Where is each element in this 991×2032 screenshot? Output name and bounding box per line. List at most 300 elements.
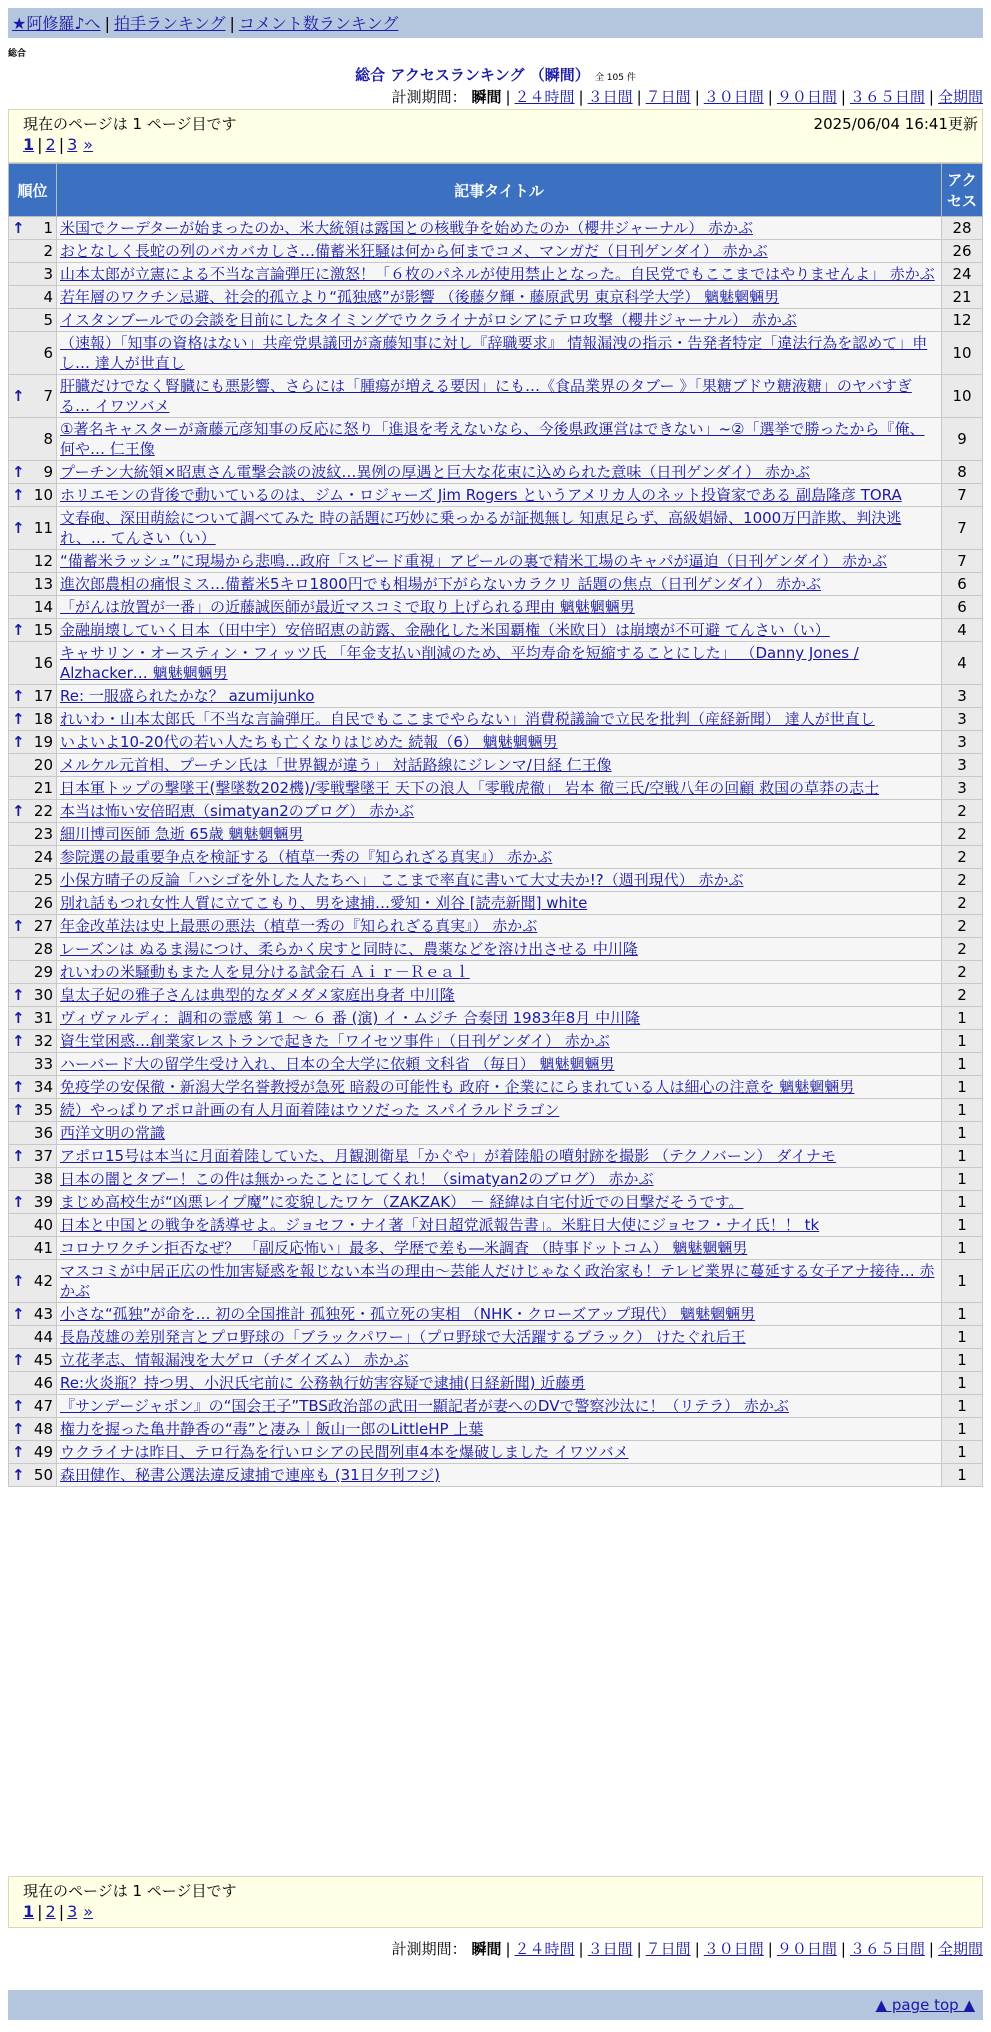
rank-cell <box>9 1076 57 1099</box>
rank-cell <box>9 619 57 642</box>
rank-cell <box>9 1145 57 1168</box>
rank-up-arrow-icon: ↑ <box>12 710 25 728</box>
table-row <box>9 484 983 507</box>
title-cell <box>57 777 942 800</box>
pagination-bottom: 1 | 2 | 3 » <box>23 1902 94 1921</box>
rank-cell <box>9 1349 57 1372</box>
rank-cell <box>9 1260 57 1303</box>
article-link[interactable]: 小保方晴子の反論「ハシゴを外した人たちへ」 ここまで率直に書いて大丈夫か!?（週刊現代） 赤かぶ <box>60 871 744 889</box>
access-count: 1 <box>942 1441 983 1464</box>
title-cell <box>57 1395 942 1418</box>
title-cell <box>57 217 942 240</box>
access-count: 1 <box>942 1372 983 1395</box>
rank-number: 8 <box>43 430 53 448</box>
article-link[interactable]: ウクライナは昨日、テロ行為を行いロシアの民間列車4本を爆破しました イワツバメ <box>60 1443 629 1461</box>
title-cell <box>57 685 942 708</box>
rank-number: 24 <box>33 848 53 866</box>
article-link[interactable]: 日本と中国との戦争を誘導せよ。ジョセフ・ナイ著「対日超党派報告書」。米駐日大使にジョセフ・ナイ氏！！ tk <box>60 1216 820 1234</box>
article-link[interactable]: 若年層のワクチン忌避、社会的孤立より“孤独感”が影響 （後藤夕輝・藤原武男 東京科学大学） 魑魅魍魎男 <box>60 288 780 306</box>
access-count: 6 <box>942 573 983 596</box>
bottom-bar <box>8 1990 983 2020</box>
access-count: 8 <box>942 461 983 484</box>
rank-up-arrow-icon: ↑ <box>12 1193 25 1211</box>
access-count: 1 <box>942 1191 983 1214</box>
rank-number: 20 <box>33 756 53 774</box>
table-row <box>9 1441 983 1464</box>
rank-cell <box>9 1030 57 1053</box>
rank-cell <box>9 309 57 332</box>
rank-cell <box>9 892 57 915</box>
access-count: 3 <box>942 777 983 800</box>
period-3d-link[interactable]: ３日間 <box>587 88 633 106</box>
table-row <box>9 777 983 800</box>
article-link[interactable]: “備蓄米ラッシュ”に現場から悲鳴…政府「スピード重視」アピールの裏で精米工場のキャパが逼迫（日刊ゲンダイ） 赤かぶ <box>60 552 888 570</box>
article-link[interactable]: イスタンブールでの会談を目前にしたタイミングでウクライナがロシアにテロ攻撃（櫻井ジャーナル） 赤かぶ <box>60 311 797 329</box>
rank-cell <box>9 777 57 800</box>
article-link[interactable]: キャサリン・オースティン・フィッツ氏 「年金支払い削減のため、平均寿命を短縮することにした」 （Danny Jones / Alzhacker… 魑魅魍魎男 <box>60 644 859 682</box>
rank-up-arrow-icon: ↑ <box>12 1009 25 1027</box>
rank-number: 37 <box>33 1147 53 1165</box>
access-count: 3 <box>942 685 983 708</box>
access-count: 12 <box>942 309 983 332</box>
period-90d-link[interactable]: ９０日間 <box>776 88 837 106</box>
title-cell <box>57 823 942 846</box>
rank-cell <box>9 1326 57 1349</box>
title-cell <box>57 1237 942 1260</box>
table-row <box>9 708 983 731</box>
article-link[interactable]: ホリエモンの背後で動いているのは、ジム・ロジャーズ Jim Rogers というアメリカ人のネット投資家である 副島隆彦 TORA <box>60 486 902 504</box>
rank-cell <box>9 1053 57 1076</box>
rank-number: 49 <box>33 1443 53 1461</box>
period-24h-link[interactable]: ２４時間 <box>514 88 575 106</box>
rank-number: 33 <box>33 1055 53 1073</box>
rank-number: 50 <box>33 1466 53 1484</box>
title-cell <box>57 1303 942 1326</box>
period-365d-link[interactable]: ３６５日間 <box>849 1940 925 1958</box>
article-link[interactable]: 肝臓だけでなく腎臓にも悪影響、さらには「腫瘍が増える要因」にも…《食品業界のタブー 》「果糖ブドウ糖液糖」のヤバすぎる… イワツバメ <box>60 377 912 415</box>
access-count: 3 <box>942 731 983 754</box>
comment-ranking-link[interactable]: コメント数ランキング <box>238 14 399 33</box>
article-link[interactable]: （速報）「知事の資格はない」共産党県議団が斎藤知事に対し『辞職要求』 情報漏洩の指示・告発者特定「違法行為を認めて」申し… 達人が世直し <box>60 334 928 372</box>
article-link[interactable]: レーズンは ぬるま湯につけ、柔らかく戻すと同時に、農薬などを溶け出させる 中川隆 <box>60 940 638 958</box>
period-7d-link[interactable]: ７日間 <box>645 88 691 106</box>
access-count: 1 <box>942 1030 983 1053</box>
rank-number: 43 <box>33 1305 53 1323</box>
title-cell <box>57 596 942 619</box>
rank-up-arrow-icon: ↑ <box>12 219 25 237</box>
period-all-link[interactable]: 全期間 <box>937 1940 983 1958</box>
access-count: 1 <box>942 1076 983 1099</box>
article-link[interactable]: 続）やっぱりアポロ計画の有人月面着陸はウソだった スパイラルドラゴン <box>60 1101 560 1119</box>
current-page-text-bottom: 現在のページは 1 ページ目です <box>23 1882 237 1900</box>
rank-up-arrow-icon: ↑ <box>12 1420 25 1438</box>
article-link[interactable]: アポロ15号は本当に月面着陸していた、月観測衛星「かぐや」が着陸船の噴射跡を撮影 （テクノバーン） ダイナモ <box>60 1147 836 1165</box>
title-cell <box>57 984 942 1007</box>
ranking-table <box>8 163 983 1487</box>
page-1-link[interactable]: 1 <box>23 135 35 154</box>
table-row <box>9 642 983 685</box>
period-label: 計測期間： <box>391 88 467 106</box>
rank-number: 39 <box>33 1193 53 1211</box>
access-count: 6 <box>942 596 983 619</box>
period-7d-link[interactable]: ７日間 <box>645 1940 691 1958</box>
article-link[interactable]: れいわ・山本太郎氏「不当な言論弾圧。自民でもここまでやらない」消費税議論で立民を批判（産経新聞） 達人が世直し <box>60 710 875 728</box>
access-count: 4 <box>942 642 983 685</box>
rank-cell <box>9 573 57 596</box>
access-count: 2 <box>942 846 983 869</box>
updated-time: 2025/06/04 16:41更新 <box>813 115 978 133</box>
table-row <box>9 915 983 938</box>
rank-cell <box>9 461 57 484</box>
table-row <box>9 846 983 869</box>
title-cell <box>57 507 942 550</box>
table-row <box>9 507 983 550</box>
title-cell <box>57 754 942 777</box>
title-cell <box>57 892 942 915</box>
access-count: 1 <box>942 1053 983 1076</box>
rank-cell <box>9 708 57 731</box>
title-cell <box>57 1076 942 1099</box>
site-home-link[interactable]: ★阿修羅♪へ <box>12 14 101 33</box>
rank-cell <box>9 915 57 938</box>
table-row <box>9 869 983 892</box>
title-cell <box>57 1372 942 1395</box>
rank-number: 48 <box>33 1420 53 1438</box>
section-label: 総合 <box>8 49 27 59</box>
col-access: アクセス <box>942 164 983 217</box>
rank-up-arrow-icon: ↑ <box>12 1466 25 1484</box>
access-count: 24 <box>942 263 983 286</box>
rank-up-arrow-icon: ↑ <box>12 1147 25 1165</box>
rank-number: 26 <box>33 894 53 912</box>
rank-number: 29 <box>33 963 53 981</box>
table-row <box>9 1122 983 1145</box>
article-link[interactable]: 山本太郎が立憲による不当な言論弾圧に激怒！「６枚のパネルが使用禁止となった。自民党でもここまではやりませんよ」 赤かぶ <box>60 265 935 283</box>
page-2-link[interactable]: 2 <box>45 1902 56 1921</box>
article-link[interactable]: 森田健作、秘書公選法違反逮捕で連座も (31日夕刊フジ) <box>60 1466 440 1484</box>
article-link[interactable]: れいわの米騒動もまた人を見分ける試金石 Ａｉｒ－Ｒｅａｌ <box>60 963 470 981</box>
rank-number: 3 <box>43 265 53 283</box>
article-link[interactable]: マスコミが中居正広の性加害疑惑を報じない本当の理由～芸能人だけじゃなく政治家も！テレビ業界に蔓延する女子アナ接待… 赤かぶ <box>60 1262 935 1300</box>
access-count: 1 <box>942 1007 983 1030</box>
table-row <box>9 240 983 263</box>
access-count: 1 <box>942 1418 983 1441</box>
access-count: 1 <box>942 1145 983 1168</box>
article-link[interactable]: 進次郎農相の痛恨ミス…備蓄米5キロ1800円でも相場が下がらないカラクリ 話題の焦点（日刊ゲンダイ） 赤かぶ <box>60 575 822 593</box>
page-3-link[interactable]: 3 <box>67 1902 78 1921</box>
table-row <box>9 1372 983 1395</box>
table-row <box>9 1030 983 1053</box>
rank-number: 30 <box>33 986 53 1004</box>
title-cell <box>57 1099 942 1122</box>
title-cell <box>57 1418 942 1441</box>
rank-cell <box>9 550 57 573</box>
access-count: 2 <box>942 869 983 892</box>
title-cell <box>57 869 942 892</box>
rank-up-arrow-icon: ↑ <box>12 1032 25 1050</box>
rank-number: 15 <box>33 621 53 639</box>
article-link[interactable]: おとなしく長蛇の列のバカバカしさ…備蓄米狂騒は何から何までコメ、マンガだ（日刊ゲンダイ） 赤かぶ <box>60 242 768 260</box>
table-row <box>9 619 983 642</box>
table-row <box>9 1214 983 1237</box>
rank-up-arrow-icon: ↑ <box>12 802 25 820</box>
table-row <box>9 800 983 823</box>
access-count: 1 <box>942 1214 983 1237</box>
rank-cell <box>9 375 57 418</box>
rank-cell <box>9 1372 57 1395</box>
table-row <box>9 731 983 754</box>
title-cell <box>57 240 942 263</box>
rank-number: 11 <box>33 519 53 537</box>
access-count: 3 <box>942 754 983 777</box>
access-count: 4 <box>942 619 983 642</box>
rank-up-arrow-icon: ↑ <box>12 1078 25 1096</box>
article-link[interactable]: 『サンデージャポン』の“国会王子”TBS政治部の武田一顯記者が妻へのDVで警察沙汰に！（リテラ） 赤かぶ <box>60 1397 789 1415</box>
article-link[interactable]: ①著名キャスターが斎藤元彦知事の反応に怒り「進退を考えないなら、今後県政運営はできない」~②「選挙で勝ったから『俺、何や… 仁王像 <box>60 420 925 458</box>
next-page-link[interactable]: » <box>83 135 94 154</box>
article-link[interactable]: 文春砲、深田萌絵について調べてみた 時の話題に巧妙に乗っかるが証拠無し 知恵足らず、高級娼婦、1000万円詐欺、判決逃れ、… てんさい（い） <box>60 509 902 547</box>
period-30d-link[interactable]: ３０日間 <box>703 88 764 106</box>
rank-number: 40 <box>33 1216 53 1234</box>
access-count: 7 <box>942 550 983 573</box>
col-rank: 順位 <box>9 164 57 217</box>
article-link[interactable]: ヴィヴァルディ：調和の霊感 第１ ～ ６ 番 (演) イ・ムジチ 合奏団 1983年8月 中川隆 <box>60 1009 641 1027</box>
title-cell <box>57 915 942 938</box>
table-row <box>9 1260 983 1303</box>
rank-up-arrow-icon: ↑ <box>12 1305 25 1323</box>
current-page-text: 現在のページは 1 ページ目です <box>23 115 237 133</box>
next-page-link[interactable]: » <box>83 1902 94 1921</box>
pagination-top: 1 | 2 | 3 » <box>23 135 94 154</box>
rank-up-arrow-icon: ↑ <box>12 1397 25 1415</box>
rank-cell <box>9 484 57 507</box>
page-3-link[interactable]: 3 <box>67 135 78 154</box>
rank-number: 2 <box>43 242 53 260</box>
period-3d-link[interactable]: ３日間 <box>587 1940 633 1958</box>
title-cell <box>57 263 942 286</box>
article-link[interactable]: 年金改革法は史上最悪の悪法（植草一秀の『知られざる真実』） 赤かぶ <box>60 917 538 935</box>
table-row <box>9 1418 983 1441</box>
title-cell <box>57 1191 942 1214</box>
access-count: 2 <box>942 892 983 915</box>
rank-cell <box>9 1418 57 1441</box>
table-row <box>9 418 983 461</box>
rank-up-arrow-icon: ↑ <box>12 1272 25 1290</box>
article-link[interactable]: まじめ高校生が“凶悪レイプ魔”に変貌したワケ（ZAKZAK） － 経緯は自宅付近での目撃だそうです。 <box>60 1193 744 1211</box>
period-current: 瞬間 <box>471 1940 502 1958</box>
table-row <box>9 823 983 846</box>
access-count: 2 <box>942 800 983 823</box>
article-link[interactable]: 西洋文明の常識 <box>60 1124 166 1142</box>
rank-cell <box>9 217 57 240</box>
period-30d-link[interactable]: ３０日間 <box>703 1940 764 1958</box>
title-cell <box>57 731 942 754</box>
access-count: 26 <box>942 240 983 263</box>
access-count: 28 <box>942 217 983 240</box>
article-link[interactable]: いよいよ10-20代の若い人たちも亡くなりはじめた 続報（6） 魑魅魍魎男 <box>60 733 558 751</box>
rank-number: 35 <box>33 1101 53 1119</box>
table-row <box>9 1395 983 1418</box>
title-cell <box>57 461 942 484</box>
rank-up-arrow-icon: ↑ <box>12 687 25 705</box>
title-cell <box>57 846 942 869</box>
rank-cell <box>9 1122 57 1145</box>
title-cell <box>57 1441 942 1464</box>
rank-cell <box>9 263 57 286</box>
article-link[interactable]: 米国でクーデターが始まったのか、米大統領は露国との核戦争を始めたのか（櫻井ジャーナル） 赤かぶ <box>60 219 753 237</box>
rank-up-arrow-icon: ↑ <box>12 986 25 1004</box>
table-row <box>9 1007 983 1030</box>
ranking-title: 総合 アクセスランキング （瞬間） <box>355 66 590 84</box>
rank-number: 47 <box>33 1397 53 1415</box>
title-cell <box>57 1030 942 1053</box>
rank-cell <box>9 869 57 892</box>
article-link[interactable]: 日本の闇とタブー！この件は無かったことにしてくれ！（simatyan2のブログ） 赤かぶ <box>60 1170 654 1188</box>
rank-up-arrow-icon: ↑ <box>12 486 25 504</box>
article-link[interactable]: 小さな“孤独”が命を… 初の全国推計 孤独死・孤立死の実相 （NHK・クローズアップ現代） 魑魅魍魎男 <box>60 1305 756 1323</box>
rank-up-arrow-icon: ↑ <box>12 1101 25 1119</box>
table-row <box>9 309 983 332</box>
table-row <box>9 332 983 375</box>
period-all-link[interactable]: 全期間 <box>937 88 983 106</box>
rank-cell <box>9 507 57 550</box>
rank-number: 4 <box>43 288 53 306</box>
article-link[interactable]: 長島茂雄の差別発言とプロ野球の「ブラックパワー」（プロ野球で大活躍するブラック） けたぐれ后王 <box>60 1328 746 1346</box>
rank-number: 7 <box>43 387 53 405</box>
rank-number: 23 <box>33 825 53 843</box>
rank-number: 10 <box>33 486 53 504</box>
title-cell <box>57 1145 942 1168</box>
rank-cell <box>9 731 57 754</box>
article-link[interactable]: Re:火炎瓶？持つ男、小沢氏宅前に 公務執行妨害容疑で逮捕(日経新聞) 近藤勇 <box>60 1374 586 1392</box>
access-count: 1 <box>942 1395 983 1418</box>
table-row <box>9 286 983 309</box>
article-link[interactable]: 皇太子妃の雅子さんは典型的なダメダメ家庭出身者 中川隆 <box>60 986 455 1004</box>
title-cell <box>57 309 942 332</box>
rank-number: 5 <box>43 311 53 329</box>
article-link[interactable]: 本当は怖い安倍昭恵（simatyan2のブログ） 赤かぶ <box>60 802 415 820</box>
clap-ranking-link[interactable]: 拍手ランキング <box>113 14 226 33</box>
table-row <box>9 938 983 961</box>
period-365d-link[interactable]: ３６５日間 <box>849 88 925 106</box>
article-link[interactable]: 細川博司医師 急逝 65歳 魑魅魍魎男 <box>60 825 304 843</box>
access-count: 9 <box>942 418 983 461</box>
title-cell <box>57 1122 942 1145</box>
rank-number: 1 <box>43 219 53 237</box>
table-row <box>9 1145 983 1168</box>
article-link[interactable]: Re: 一服盛られたかな？ azumijunko <box>60 687 315 705</box>
title-cell <box>57 332 942 375</box>
title-cell <box>57 1007 942 1030</box>
page-info-bottom <box>8 1876 983 1928</box>
article-link[interactable]: プーチン大統領×昭恵さん電撃会談の波紋…異例の厚遇と巨大な花束に込められた意味（日刊ゲンダイ） 赤かぶ <box>60 463 810 481</box>
article-link[interactable]: 別れ話もつれ女性人質に立てこもり、男を逮捕…愛知・刈谷 [読売新聞] white <box>60 894 588 912</box>
rank-cell <box>9 1441 57 1464</box>
rank-up-arrow-icon: ↑ <box>12 387 25 405</box>
table-row <box>9 1349 983 1372</box>
access-count: 1 <box>942 1237 983 1260</box>
rank-number: 16 <box>33 654 53 672</box>
access-count: 1 <box>942 1303 983 1326</box>
period-24h-link[interactable]: ２４時間 <box>514 1940 575 1958</box>
rank-number: 25 <box>33 871 53 889</box>
rank-number: 27 <box>33 917 53 935</box>
page-info-top <box>8 109 983 163</box>
title-cell <box>57 708 942 731</box>
article-link[interactable]: 金融崩壊していく日本（田中宇）安倍昭恵の訪露、金融化した米国覇権（米欧日）は崩壊が不可避 てんさい（い） <box>60 621 830 639</box>
article-link[interactable]: コロナワクチン拒否なぜ？ 「副反応怖い」最多、学歴で差も―米調査 （時事ドットコム） 魑魅魍魎男 <box>60 1239 748 1257</box>
title-cell <box>57 418 942 461</box>
rank-number: 17 <box>33 687 53 705</box>
rank-number: 12 <box>33 552 53 570</box>
col-title: 記事タイトル <box>57 164 942 217</box>
rank-cell <box>9 961 57 984</box>
article-link[interactable]: 資生堂困惑…創業家レストランで起きた「ワイセツ事件」（日刊ゲンダイ） 赤かぶ <box>60 1032 610 1050</box>
title-cell <box>57 800 942 823</box>
table-row <box>9 550 983 573</box>
title-cell <box>57 573 942 596</box>
title-cell <box>57 642 942 685</box>
page-1-link[interactable]: 1 <box>23 1902 35 1921</box>
title-cell <box>57 484 942 507</box>
title-cell <box>57 1260 942 1303</box>
page-2-link[interactable]: 2 <box>45 135 56 154</box>
rank-cell <box>9 1168 57 1191</box>
access-count: 2 <box>942 984 983 1007</box>
article-link[interactable]: メルケル元首相、プーチン氏は「世界観が違う」 対話路線にジレンマ/日経 仁王像 <box>60 756 612 774</box>
article-link[interactable]: 「がんは放置が一番」の近藤誠医師が最近マスコミで取り上げられる理由 魑魅魍魎男 <box>60 598 635 616</box>
rank-cell <box>9 800 57 823</box>
page-top-link[interactable]: ▲ page top ▲ <box>875 1996 975 2014</box>
article-link[interactable]: 立花孝志、情報漏洩を大ゲロ（チダイズム） 赤かぶ <box>60 1351 409 1369</box>
access-count: 2 <box>942 823 983 846</box>
access-count: 7 <box>942 484 983 507</box>
access-count: 1 <box>942 1099 983 1122</box>
rank-up-arrow-icon: ↑ <box>12 621 25 639</box>
rank-number: 21 <box>33 779 53 797</box>
title-cell <box>57 1349 942 1372</box>
article-link[interactable]: 免疫学の安保徹・新潟大学名誉教授が急死 暗殺の可能性も 政府・企業ににらまれている人は細心の注意を 魑魅魍魎男 <box>60 1078 855 1096</box>
article-link[interactable]: ハーバード大の留学生受け入れ、日本の全大学に依頼 文科省 （毎日） 魑魅魍魎男 <box>60 1055 615 1073</box>
table-row <box>9 217 983 240</box>
rank-cell <box>9 938 57 961</box>
rank-number: 44 <box>33 1328 53 1346</box>
table-row <box>9 1326 983 1349</box>
rank-number: 13 <box>33 575 53 593</box>
article-link[interactable]: 参院選の最重要争点を検証する（植草一秀の『知られざる真実』） 赤かぶ <box>60 848 553 866</box>
access-count: 1 <box>942 1168 983 1191</box>
article-link[interactable]: 日本軍トップの撃墜王(撃墜数202機)/零戦撃墜王 天下の浪人「零戦虎徹」 岩本 徹三氏/空戦八年の回顧 救国の草莽の志士 <box>60 779 880 797</box>
table-row <box>9 1053 983 1076</box>
period-selector-top: 計測期間： 瞬間 | ２４時間 | ３日間 | ７日間 | ３０日間 | ９０日間 | ３６５日間 | 全期間 <box>391 88 983 106</box>
rank-up-arrow-icon: ↑ <box>12 733 25 751</box>
rank-number: 32 <box>33 1032 53 1050</box>
rank-number: 36 <box>33 1124 53 1142</box>
page-title <box>0 64 991 85</box>
rank-number: 34 <box>33 1078 53 1096</box>
rank-cell <box>9 1191 57 1214</box>
title-cell <box>57 1053 942 1076</box>
period-90d-link[interactable]: ９０日間 <box>776 1940 837 1958</box>
rank-cell <box>9 1237 57 1260</box>
access-count: 10 <box>942 375 983 418</box>
rank-cell <box>9 754 57 777</box>
access-count: 3 <box>942 708 983 731</box>
article-link[interactable]: 権力を握った亀井静香の“毒”と凄み｜飯山一郎のLittleHP 上葉 <box>60 1420 484 1438</box>
rank-number: 31 <box>33 1009 53 1027</box>
rank-cell <box>9 1099 57 1122</box>
table-row <box>9 984 983 1007</box>
